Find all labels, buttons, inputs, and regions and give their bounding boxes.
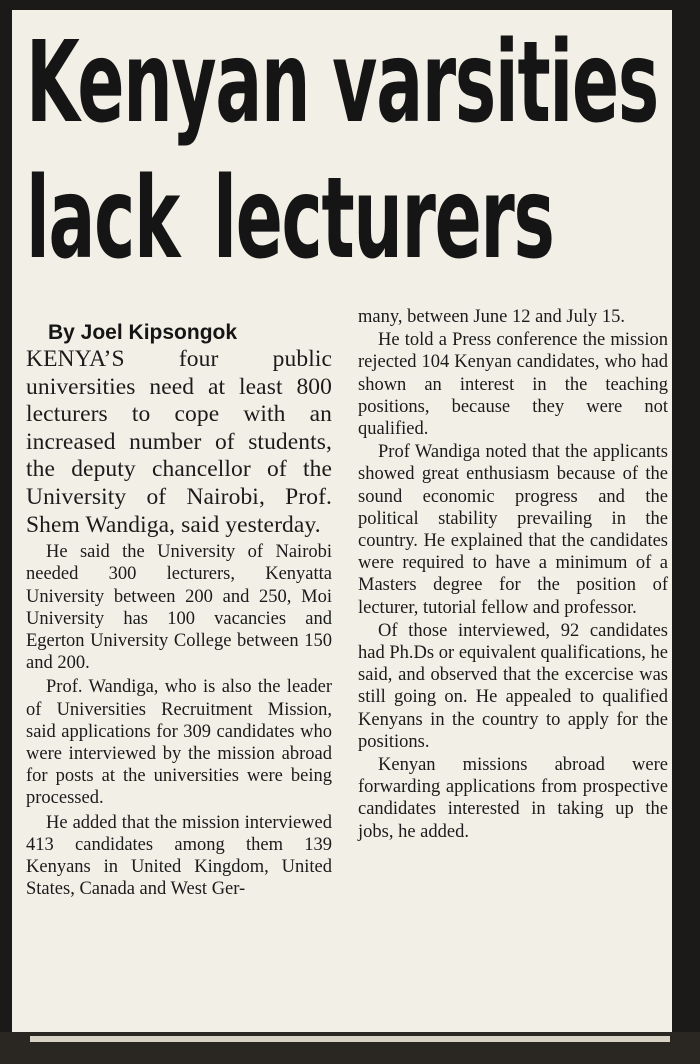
body-paragraph: Of those interviewed, 92 candidates had Ph.Ds or equivalent qualifications, he said, and observed that the excercise was still going on. He appealed to qualified Kenyans in the country to apply for the positions. xyxy=(358,620,668,752)
body-paragraph: He said the University of Nairobi needed 300 lecturers, Kenyatta University between 200 and 250, Moi University has 100 vacancies and Egerton University College between 150 and 200. xyxy=(26,542,332,674)
lede-paragraph: KENYA’S four public universities need at least 800 lecturers to cope with an increased number of students, the deputy chancellor of the University of Nairobi, Prof. Shem Wandiga, said yesterday. xyxy=(26,346,332,538)
continued-paragraph: many, between June 12 and July 15. xyxy=(358,307,625,327)
headline xyxy=(26,10,658,288)
headline-line-1: Kenyan varsities xyxy=(26,18,658,148)
byline: By Joel Kipsongok xyxy=(48,321,238,344)
body-paragraph: Prof Wandiga noted that the applicants showed great enthusiasm because of the sound economic progress and the political stability prevailing in the country. He explained that the candidates were required to have a minimum of a Masters degree for the position of lecturer, tutorial fellow and professor. xyxy=(358,442,668,618)
headline-line-2: lack lecturers xyxy=(26,154,554,284)
newspaper-clipping xyxy=(12,10,672,1032)
body-paragraph: He told a Press conference the mission rejected 104 Kenyan candidates, who had shown an interest in the teaching positions, because they were not qualified. xyxy=(358,330,668,440)
body-paragraph: Kenyan missions abroad were forwarding applications from prospective candidates interested in taking up the jobs, he added. xyxy=(358,755,668,842)
body-paragraph: He added that the mission interviewed 413 candidates among them 139 Kenyans in United Kingdom, United States, Canada and West Ger- xyxy=(26,812,332,900)
torn-paper-edge xyxy=(30,1036,670,1042)
left-column xyxy=(26,320,332,900)
right-column xyxy=(358,306,668,843)
body-paragraph: Prof. Wandiga, who is also the leader of Universities Recruitment Mission, said applications for 309 candidates who were interviewed by the mission abroad for posts at the universities were being processed. xyxy=(26,677,332,809)
